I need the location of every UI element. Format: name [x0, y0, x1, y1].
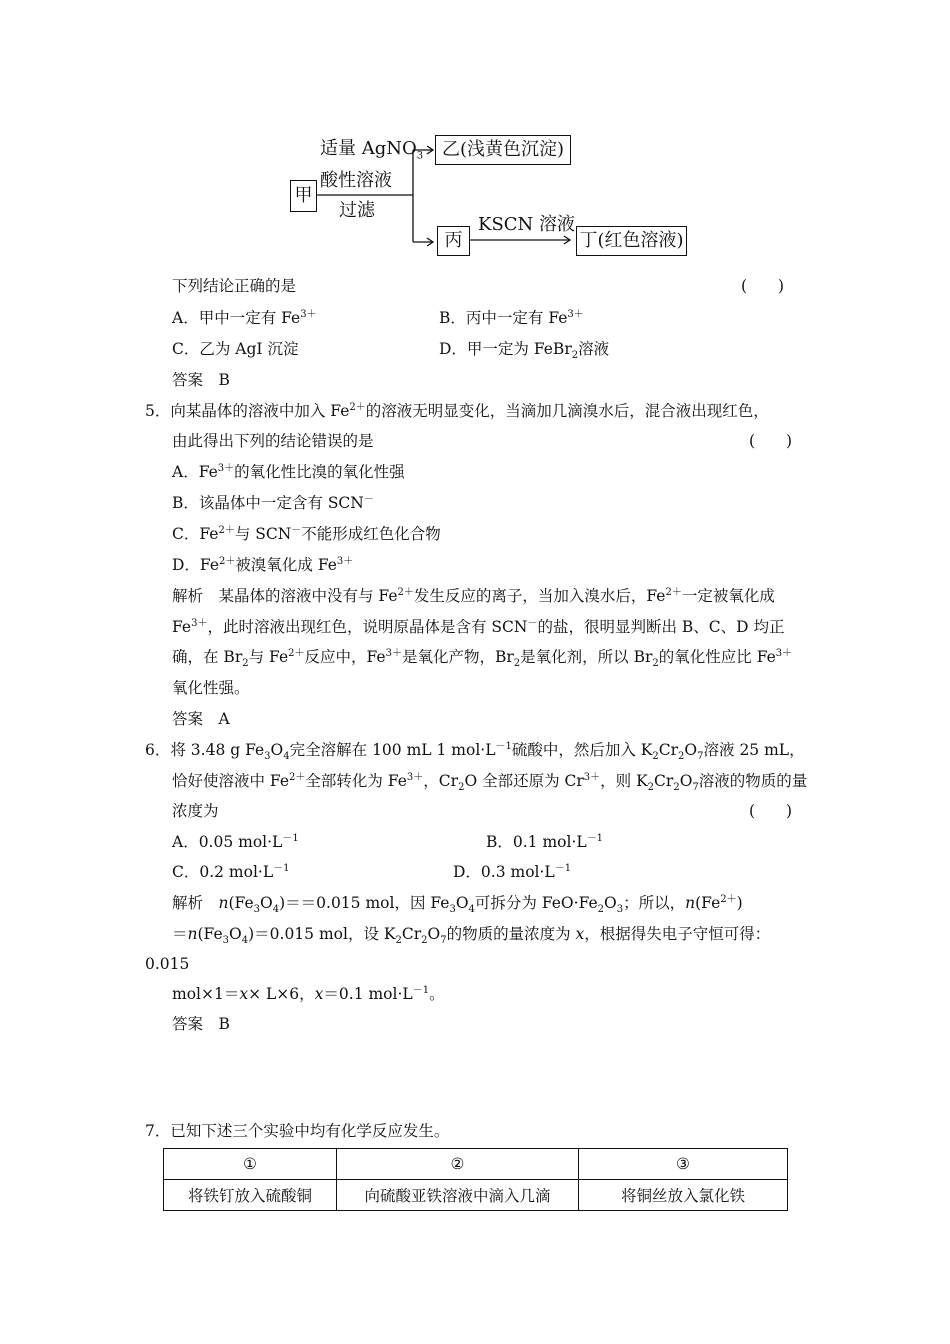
q6-stem-3: 浓度为 — [172, 802, 219, 820]
q6-analysis-4: mol×1＝x× L×6，x＝0.1 $mol\cdot L^{-1}$。 — [172, 984, 445, 1003]
q4-answer-paren: ( ) — [741, 277, 785, 295]
q6-option-b: B．0.1 $mol\cdot L^{-1}$ — [486, 832, 604, 851]
q4-option-b: B．丙中一定有 $Fe^{3+}$ — [439, 308, 584, 327]
jia-box — [290, 180, 317, 212]
q4-option-a: A．甲中一定有 $Fe^{3+}$ — [172, 308, 317, 327]
bing-label: 丙 — [444, 230, 463, 251]
q5-stem-1: 5．向某晶体的溶液中加入 $Fe^{2+}$的溶液无明显变化，当滴加几滴溴水后，混合液出现红色， — [145, 401, 769, 420]
table-header-cell: ① — [164, 1149, 337, 1180]
reagent-agno3: 适量 AgNO$_3$ — [320, 138, 424, 162]
bing-box — [437, 226, 470, 256]
q6-analysis-1: 解析 $n(Fe_3O_4)==0.015$ mol，因 $Fe_3O_4$可拆分为 $FeO\cdot Fe_2O_3$；所以，$n(Fe^{2+})$ — [172, 893, 743, 916]
q6-analysis-2: $=n(Fe_3O_4)=0.015$ mol，设 $K_2Cr_2O_7$的物质的量浓度为 x，根据得失电子守恒可得： — [172, 925, 771, 947]
q6-option-c: C．0.2 $mol\cdot L^{-1}$ — [172, 862, 290, 881]
q7-stem: 7．已知下述三个实验中均有化学反应发生。 — [145, 1122, 450, 1140]
q5-analysis-4: 氧化性强。 — [172, 679, 250, 697]
table-cell: 将铁钉放入硫酸铜 — [164, 1180, 337, 1211]
table-header-cell: ③ — [579, 1149, 788, 1180]
q6-answer-paren: ( ) — [749, 802, 793, 820]
q6-option-d: D．0.3 $mol\cdot L^{-1}$ — [453, 862, 572, 881]
reaction-flow-diagram — [285, 128, 695, 268]
table-cell: 向硫酸亚铁溶液中滴入几滴 — [337, 1180, 579, 1211]
q6-analysis-3: 0.015 — [145, 955, 190, 973]
q7-experiment-table — [163, 1148, 788, 1211]
kscn-label: KSCN 溶液 — [478, 214, 576, 235]
table-row — [164, 1180, 788, 1211]
q5-answer: 答案 A — [172, 710, 230, 728]
q4-option-c: C．乙为 AgI 沉淀 — [172, 340, 299, 358]
q4-stem: 下列结论正确的是 — [172, 277, 297, 295]
ding-box — [576, 226, 687, 256]
q5-analysis-2: $Fe^{3+}$，此时溶液出现红色，说明原晶体是含有 SCN－的盐，很明显判断出 B、C、D 均正 — [172, 617, 785, 636]
q6-answer: 答案 B — [172, 1015, 230, 1033]
q5-option-b: B．该晶体中一定含有 SCN－ — [172, 493, 374, 512]
q5-answer-paren: ( ) — [749, 432, 793, 450]
q6-option-a: A．0.05 $mol\cdot L^{-1}$ — [172, 832, 299, 851]
table-header-cell: ② — [337, 1149, 579, 1180]
jia-label: 甲 — [294, 185, 313, 206]
yi-label: 乙(浅黄色沉淀) — [441, 139, 565, 160]
reagent-filter: 过滤 — [339, 200, 375, 221]
q4-answer: 答案 B — [172, 371, 230, 389]
q5-stem-2: 由此得出下列的结论错误的是 — [172, 432, 374, 450]
ding-label: 丁(红色溶液) — [579, 230, 684, 251]
reagent-acid: 酸性溶液 — [320, 170, 392, 191]
q6-stem-1: 6．将 3.48 g $Fe_3O_4$完全溶解在 100 mL 1 $mol\cdot L^{-1}$硫酸中，然后加入 $K_2Cr_2O_7$溶液 25 mL， — [145, 740, 805, 763]
q5-option-a: A．$Fe^{3+}$的氧化性比溴的氧化性强 — [172, 462, 405, 481]
q5-analysis-1: 解析 某晶体的溶液中没有与 $Fe^{2+}$发生反应的离子，当加入溴水后，$Fe^{2+}$一定被氧化成 — [172, 586, 775, 605]
table-header-row — [164, 1149, 788, 1180]
q5-analysis-3: 确，在 $Br_2$与 $Fe^{2+}$反应中，$Fe^{3+}$是氧化产物，$Br_2$是氧化剂，所以 $Br_2$的氧化性应比 $Fe^{3+}$ — [172, 647, 793, 670]
q4-option-d: D．甲一定为 FeBr$_2$溶液 — [439, 340, 610, 362]
q5-option-d: D．$Fe^{2+}$被溴氧化成 $Fe^{3+}$ — [172, 555, 354, 574]
q6-stem-2: 恰好使溶液中 $Fe^{2+}$全部转化为 $Fe^{3+}$，$Cr_2O$ 全部还原为 $Cr^{3+}$，则 $K_2Cr_2O_7$溶液的物质的量 — [172, 771, 808, 794]
table-cell: 将铜丝放入氯化铁 — [579, 1180, 788, 1211]
yi-box — [435, 135, 571, 165]
q5-option-c: C．$Fe^{2+}$与 SCN－不能形成红色化合物 — [172, 524, 441, 543]
